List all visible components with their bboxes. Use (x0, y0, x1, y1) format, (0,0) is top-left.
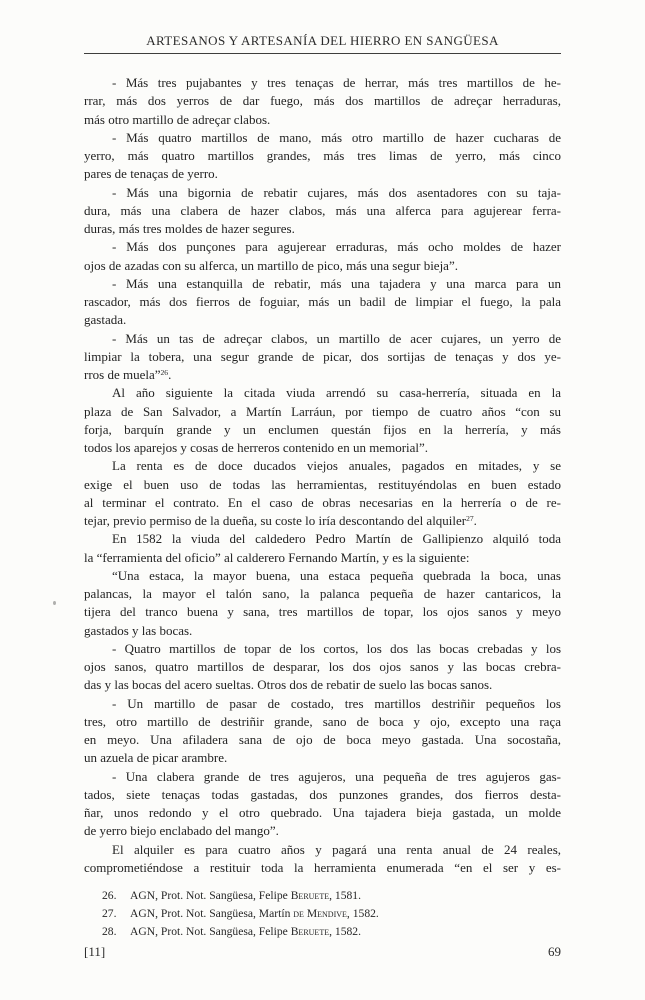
text-line: de yerro biejo enclabado del mango”. (84, 823, 279, 839)
text-line: dura, más una clabera de hazer clabos, más una alferca para agujerear ferra- (84, 202, 561, 218)
text-line: En 1582 la viuda del caldedero Pedro Martín de Gallipienzo alquiló toda (112, 531, 561, 547)
footnotes (84, 887, 561, 941)
running-header-title: ARTESANOS Y ARTESANÍA DEL HIERRO EN SANGÜESA (146, 33, 499, 48)
footnote-number: 28. (102, 925, 117, 938)
footnote-reference: 27 (466, 513, 474, 523)
text-line: palancas, la mayor el talón sano, la palanca pequeña de hazer cantaricos, la (84, 586, 561, 601)
text-line: La renta es de doce ducados viejos anuales, pagados en mitades, y se (112, 458, 561, 474)
text-line: das y las bocas del acero sueltas. Otros dos de rebatir de suelo las bocas sanos. (84, 677, 493, 693)
paragraph (84, 768, 561, 841)
text-line: - Un martillo de pasar de costado, tres martillos destriñir pequeños los (112, 695, 561, 711)
text-line: tados, siete tenaças todas gastadas, dos punzones grandes, dos fierros desta- (84, 786, 561, 802)
paragraph (84, 184, 561, 239)
text-line: “Una estaca, la mayor buena, una estaca pequeña quebrada la boca, unas (112, 567, 561, 583)
paragraph (84, 695, 561, 768)
small-caps-name: Beruete (290, 889, 330, 902)
footnote-reference: 26 (160, 367, 169, 377)
footnote-number: 27. (102, 907, 117, 920)
text-line: la “ferramienta del oficio” al calderero Fernando Martín, y es la siguiente: (84, 549, 470, 565)
text-line: Al año siguiente la citada viuda arrendó su casa-herrería, situada en la (112, 385, 561, 401)
text-line: - Más tres pujabantes y tres tenaças de herrar, más tres martillos de he- (112, 75, 561, 90)
footnote-text: AGN, Prot. Not. Sangüesa, Felipe Beruete, 1582. (130, 925, 361, 938)
footnote-item (84, 887, 561, 905)
text-line: pares de tenaças de yerro. (84, 166, 218, 182)
text-line: rrar, más dos yerros de dar fuego, más dos martillos de adreçar herraduras, (84, 93, 561, 109)
text-line: comprometiéndose a restituir toda la herramienta enumerada “en el ser y es- (84, 859, 561, 875)
text-line: tres, otro martillo de destriñir grande, sano de boca y ojo, excepto una raça (84, 713, 561, 729)
footnote-number: 26. (102, 889, 117, 902)
footnote-item (84, 905, 561, 923)
text-line: - Quatro martillos de topar de los cortos, los dos las bocas crebadas y los (112, 640, 561, 656)
paragraph (84, 129, 561, 184)
text-line: al terminar el contrato. En el caso de obras necesarias en la herrería o de re- (84, 494, 561, 510)
text-line: - Más un tas de adreçar clabos, un martillo de acer cujares, un yerro de (112, 330, 561, 346)
text-line: limpiar la tobera, una segur grande de picar, dos sortijas de tenaças y dos ye- (84, 348, 561, 364)
page-footer (84, 944, 561, 960)
paragraph (84, 238, 561, 275)
text-line: plaza de San Salvador, a Martín Larráun, por tiempo de cuatro años “con su (84, 403, 561, 419)
paragraph (84, 457, 561, 530)
paragraph (84, 567, 561, 640)
text-line: ñar, unos redondo y el otro quebrado. Una tajadera bieja gastada, un molde (84, 805, 561, 820)
text-line: El alquiler es para cuatro años y pagará una renta anual de 24 reales, (112, 841, 561, 857)
text-line: gastada. (84, 312, 127, 328)
text-line: - Más quatro martillos de mano, más otro martillo de hazer cucharas de (112, 129, 561, 145)
paragraph (84, 74, 561, 129)
text-line: ojos sanos, quatro martillos de desparar, los dos ojos sanos y las bocas crebra- (84, 659, 561, 674)
paragraph (84, 640, 561, 695)
text-line: - Más dos punçones para agujerear erraduras, más ocho moldes de hazer (112, 239, 561, 255)
document-body (84, 74, 561, 877)
text-line: yerro, más quatro martillos grandes, más tres limas de yerro, más cinco (84, 148, 561, 163)
header-rule (84, 53, 561, 54)
text-line: - Más una estanquilla de rebatir, más una tajadera y una marca para un (112, 275, 561, 291)
page-number: 69 (548, 944, 561, 959)
paragraph (84, 530, 561, 567)
small-caps-name: de Mendive (293, 907, 347, 920)
text-line: tijera del tranco buena y sana, tres martillos de topar, los ojos sanos y meyo (84, 604, 561, 620)
scan-artifact-dot (53, 601, 56, 605)
text-line: tejar, previo permiso de la dueña, su coste lo iría descontando del alquiler$^{27}$. (84, 513, 477, 528)
paragraph (84, 841, 561, 878)
sheet-marker: [11] (84, 944, 106, 959)
paragraph (84, 275, 561, 330)
text-line: más otro martillo de adreçar clabos. (84, 111, 271, 127)
text-line: ojos de azadas con su alferca, un martillo de pico, más una segur bieja”. (84, 257, 458, 273)
footnote-text: AGN, Prot. Not. Sangüesa, Martín de Mendive, 1582. (130, 907, 379, 920)
footnote-item (84, 923, 561, 941)
text-line: - Más una bigornia de rebatir cujares, más dos asentadores con su taja- (112, 184, 561, 200)
text-line: en meyo. Una afiladera sana de ojo de boca meyo gastada. Una socostaña, (84, 732, 561, 747)
footnote-text: AGN, Prot. Not. Sangüesa, Felipe Beruete, 1581. (130, 889, 361, 902)
text-line: todos los aparejos y cosas de herreros contenido en un memorial”. (84, 440, 429, 455)
small-caps-name: Beruete (290, 925, 330, 938)
text-line: - Una clabera grande de tres agujeros, una pequeña de tres agujeros gas- (112, 768, 561, 784)
text-line: forja, barquín grande y un enclumen questán fijos en la herrería, y más (84, 421, 561, 437)
text-line: gastados y las bocas. (84, 622, 193, 638)
paragraph (84, 384, 561, 457)
paragraph (84, 330, 561, 385)
text-line: rros de muela”$^{26}$. (84, 367, 172, 382)
text-line: duras, más tres moldes de hazer segures. (84, 221, 295, 236)
text-line: exige el buen uso de todas las herramientas, restituyéndolas en buen estado (84, 476, 561, 492)
text-line: un azuela de picar arambre. (84, 750, 228, 766)
text-line: rascador, más dos fierros de foguiar, más un badil de limpiar el fuego, la pala (84, 294, 561, 309)
